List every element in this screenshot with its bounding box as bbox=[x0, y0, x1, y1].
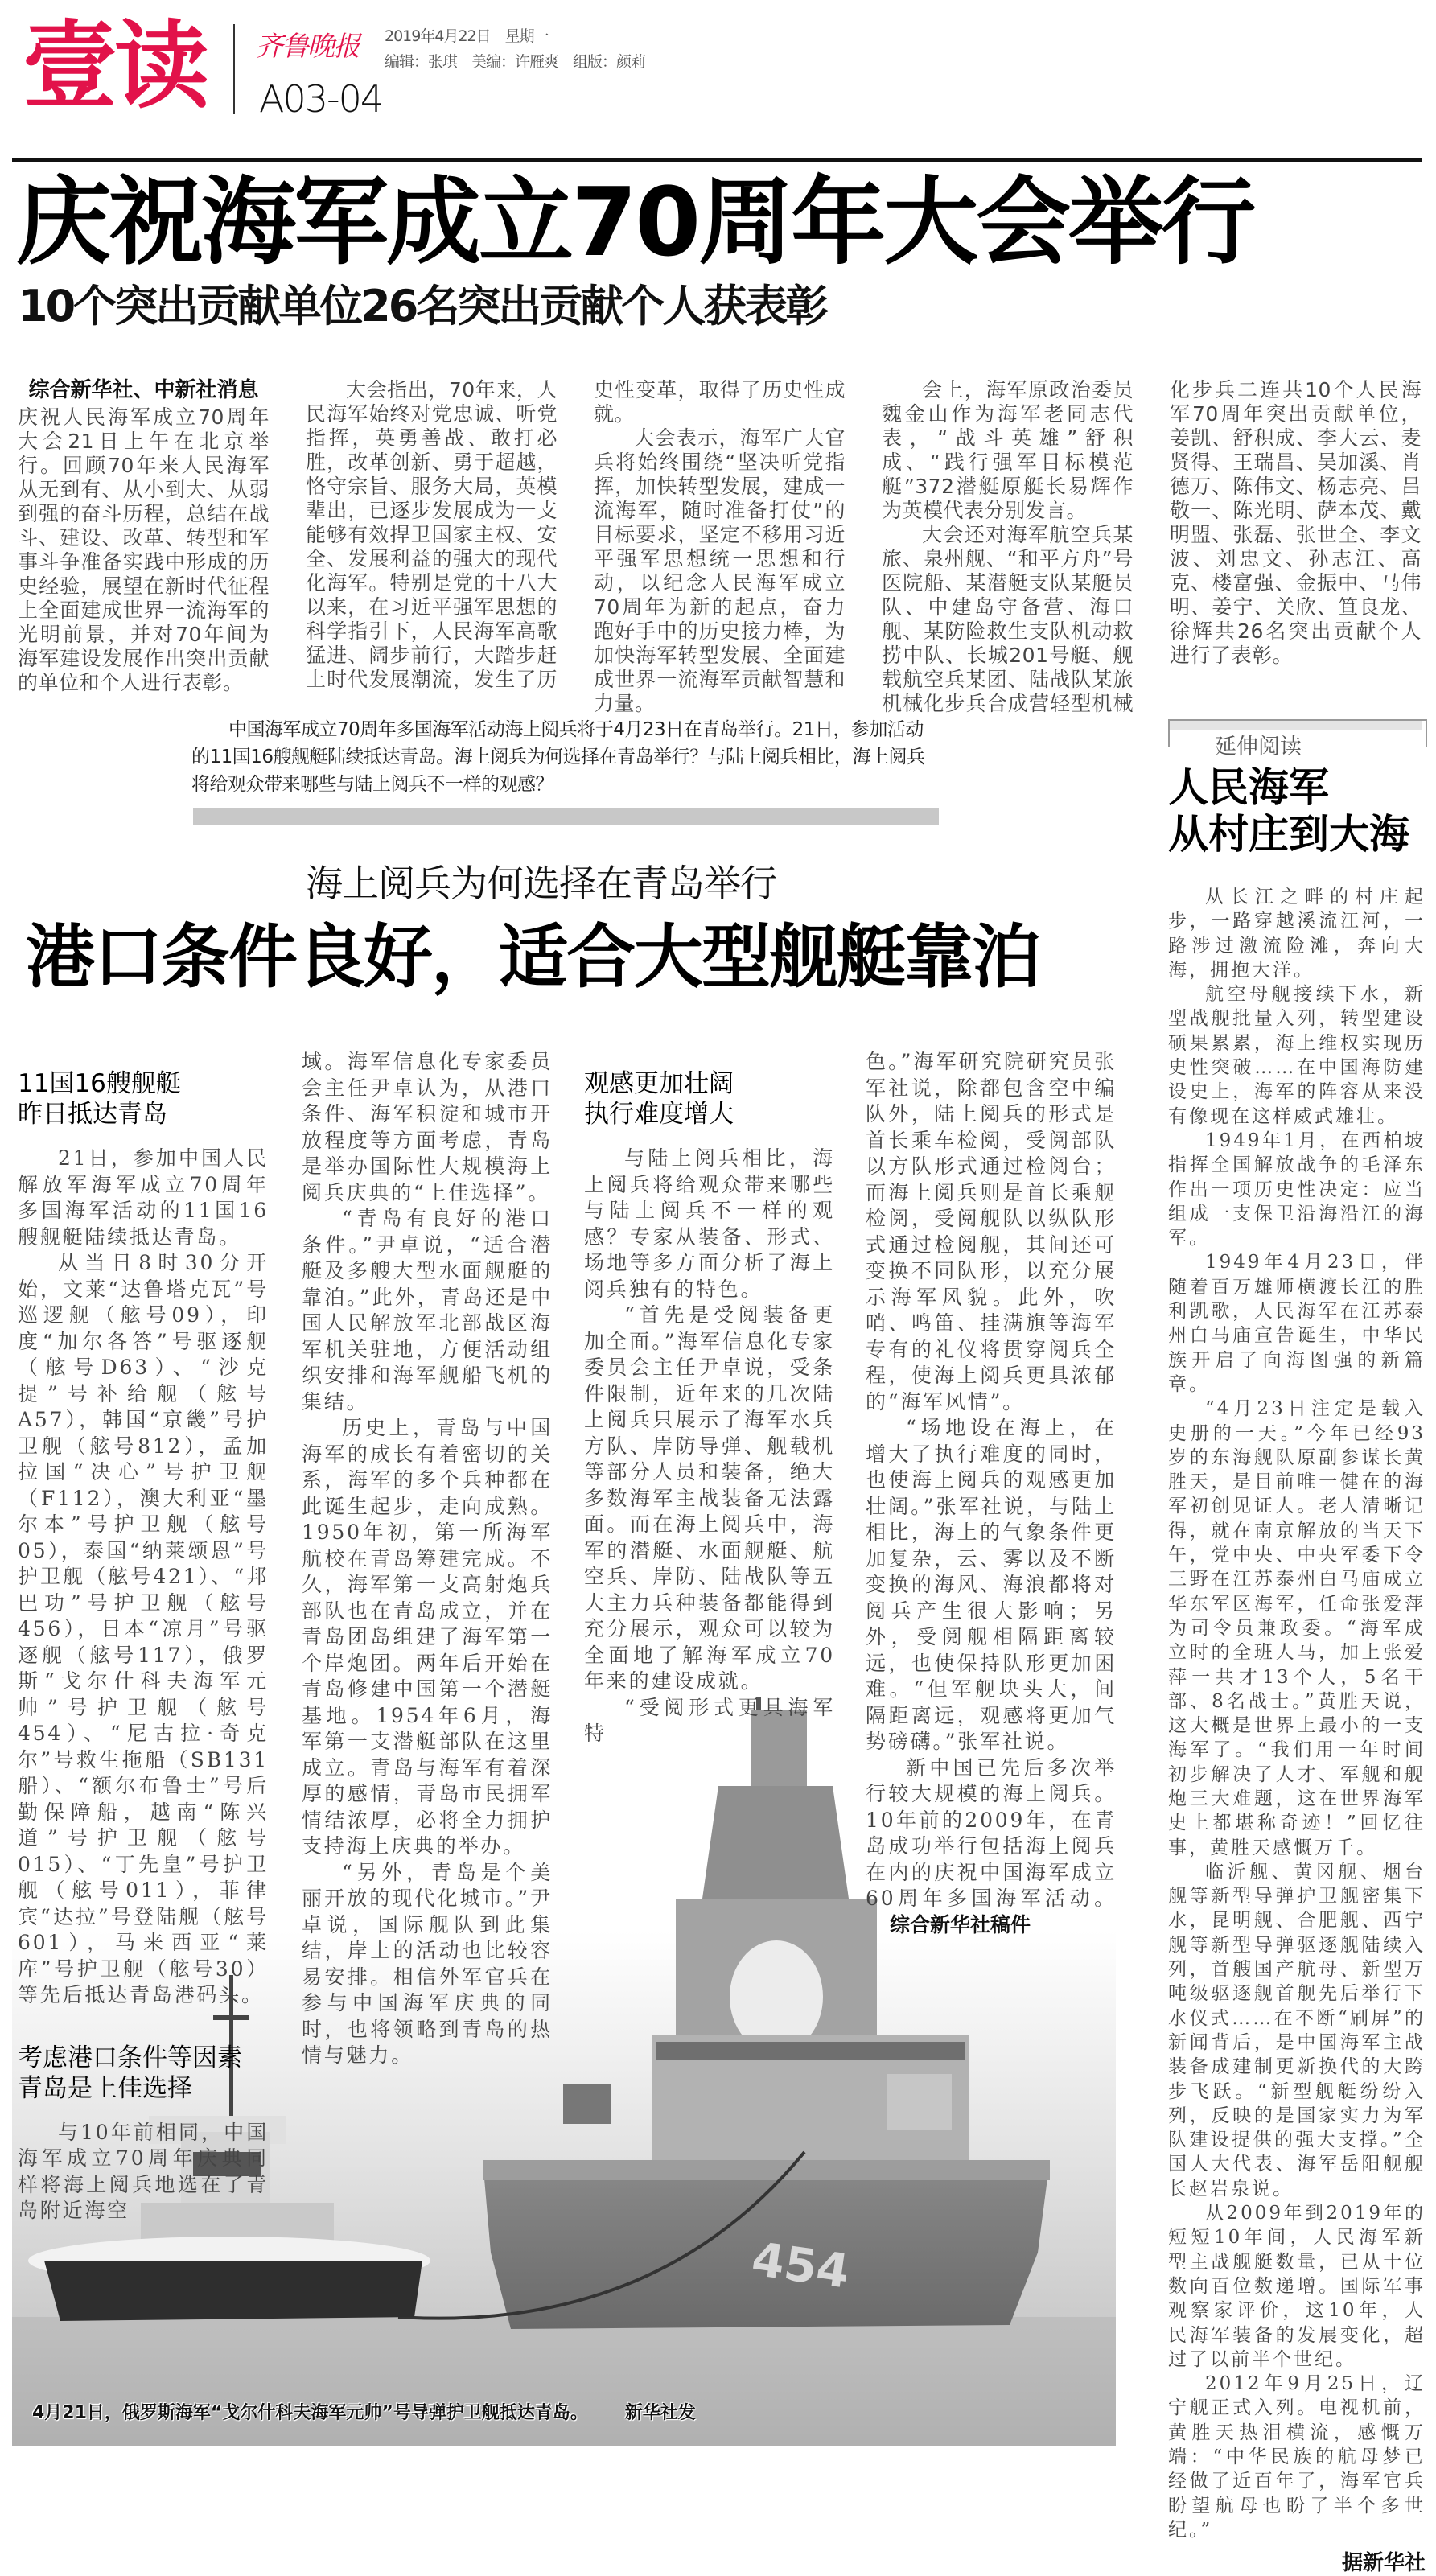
sidebar-body bbox=[1168, 885, 1426, 2576]
paragraph: 航空母舰接续下水，新型战舰批量入列，转型建设硕果累累，海上维权实现历史性突破……在中国海防建设史上，海军的阵容从来没有像现在这样威武雄壮。 bbox=[1168, 984, 1426, 1127]
issue-date bbox=[385, 24, 563, 46]
paragraph: 临沂舰、黄冈舰、烟台舰等新型导弹护卫舰密集下水，昆明舰、合肥舰、西宁舰等新型导弹驱逐舰陆续入列，首艘国产航母、新型万吨级驱逐舰首舰先后举行下水仪式……在不断“刷屏”的新闻背后，是中国海军主战装备成建制更新换代的大跨步飞跃。“新型舰艇纷纷入列，反映的是国家实力为军队建设提供的强大支撑。”全国人大代表、海军岳阳舰舰长赵岩泉说。 bbox=[1168, 1861, 1426, 2199]
section-heading bbox=[584, 1068, 835, 1130]
story-intro: 中国海军成立70周年多国海军活动海上阅兵将于4月23日在青岛举行。21日，参加活动的11国16艘舰艇陆续抵达青岛。海上阅兵为何选择在青岛举行？与陆上阅兵相比，海上阅兵将给观众带来哪些与陆上阅兵不一样的观感？ bbox=[191, 719, 925, 795]
paragraph: 1949年1月，在西柏坡指挥全国解放战争的毛泽东作出一项历史性决定：应当组成一支保卫沿海沿江的海军。 bbox=[1168, 1130, 1426, 1249]
paragraph: 从2009年到2019年的短短10年间，人民海军新型主战舰艇数量，已从十位数向百位数递增。国际军事观察家评价，这10年，人民海军装备的发展变化，超过了以前半个世纪。 bbox=[1168, 2203, 1426, 2370]
heading-line: 执行难度增大 bbox=[584, 1100, 734, 1129]
story-headline: 港口条件良好，适合大型舰艇靠泊 bbox=[26, 917, 1039, 998]
paragraph: 从长江之畔的村庄起步，一路穿越溪流江河，一路涉过激流险滩，奔向大海，拥抱大洋。 bbox=[1168, 887, 1426, 981]
page-number: A03-04 bbox=[259, 77, 383, 121]
hull-number: 454 bbox=[748, 2231, 853, 2299]
newspaper-logo: 齐鲁晚报 bbox=[256, 31, 359, 63]
dateline: 综合新华社、中新社消息 bbox=[28, 378, 259, 402]
article-column-2 bbox=[302, 1049, 553, 2069]
paragraph: 1949年4月23日，伴随着百万雄师横渡长江的胜利凯歌，人民海军在江苏泰州白马庙宣告诞生，中华民族开启了向海图强的新篇章。 bbox=[1168, 1252, 1426, 1395]
date: 2019年4月22日 bbox=[385, 27, 491, 45]
editor: 编辑：张琪 bbox=[385, 53, 458, 71]
caption-text: 4月21日，俄罗斯海军“戈尔什科夫海军元帅”号导弹护卫舰抵达青岛。 bbox=[32, 2403, 588, 2423]
heading-line: 昨日抵达青岛 bbox=[18, 1100, 167, 1129]
paragraph: “青岛有良好的港口条件。”尹卓说，“适合潜艇及多艘大型水面舰艇的靠泊。”此外，青岛还是中国人民解放军北部战区海军机关驻地，方便活动组织安排和海军舰船飞机的集结。 bbox=[302, 1207, 553, 1414]
water bbox=[12, 2317, 1116, 2446]
paragraph: 域。海军信息化专家委员会主任尹卓认为，从港口条件、海军积淀和城市开放程度等方面考虑，青岛是举办国际性大规模海上阅兵庆典的“上佳选择”。 bbox=[302, 1050, 553, 1204]
paragraph: “首先是受阅装备更加全面。”海军信息化专家委员会主任尹卓说，受条件限制，近年来的几次陆上阅兵只展示了海军水兵方队、岸防导弹、舰载机等部分人员和装备，绝大多数海军主战装备无法露面。而在海上阅兵中，海军的潜艇、水面舰艇、航空兵、岸防、陆战队等五大主力兵种装备都能得到充分展示，观众可以较为全面地了解海军成立70年来的建设成就。 bbox=[584, 1303, 835, 1693]
header-divider bbox=[233, 24, 235, 114]
byline: 综合新华社稿件 bbox=[890, 1912, 1031, 1936]
layout-editor: 组版：颜莉 bbox=[573, 53, 646, 71]
sidebar-label: 延伸阅读 bbox=[1215, 735, 1302, 759]
sidebar-title-line: 人民海军 bbox=[1168, 764, 1329, 811]
photo-caption bbox=[32, 2402, 1102, 2425]
paragraph: 历史上，青岛与中国海军的成长有着密切的关系，海军的多个兵种都在此诞生起步，走向成熟。1950年初，第一所海军航校在青岛筹建完成。不久，海军第一支高射炮兵部队也在青岛成立，并在青岛团岛组建了海军第一个岸炮团。两年后开始在青岛修建中国第一个潜艇基地。1954年6月，海军第一支潜艇部队在这里成立。青岛与海军有着深厚的感情，青岛市民拥军情结浓厚，必将全力拥护支持海上庆典的举办。 bbox=[302, 1416, 553, 1858]
section-title: 壹读 bbox=[23, 10, 207, 121]
paragraph: 与陆上阅兵相比，海上阅兵将给观众带来哪些与陆上阅兵不一样的观感？专家从装备、形式、场地等多方面分析了海上阅兵独有的特色。 bbox=[584, 1146, 835, 1301]
sidebar-byline: 据新华社 bbox=[1341, 2551, 1426, 2576]
paragraph: 大会指出，70年来，人民海军始终对党忠诚、听党指挥，英勇善战、敢打必胜，改革创新、勇于超越，恪守宗旨、服务大局，英模辈出，已逐步发展成为一支能够有效捍卫国家主权、安全、发展利益的强大的现代化海军。特别是党的十八大以来，在习近平强军思想的科学指引下，人民海军高歌猛进、阔步前行，大踏步赶上时代发展潮流，发生了历史性变革，取得了历史性成就。 bbox=[306, 378, 846, 691]
paragraph: 21日，参加中国人民解放军海军成立70周年多国海军活动的11国16艘舰艇陆续抵达青岛。 bbox=[18, 1146, 269, 1249]
paragraph: “4月23日注定是载入史册的一天。”今年已经93岁的东海舰队原副参谋长黄胜天，是目前唯一健在的海军初创见证人。老人清晰记得，就在南京解放的当天下午，党中央、中央军委下令三野在江苏泰州白马庙成立华东军区海军，任命张爱萍为司令员兼政委。“海军成立时的全班人马，加上张爱萍一共才13个人，5名干部、8名战士。”黄胜天说，这大概是世界上最小的一支海军了。“我们用一年时间初步解决了人才、军舰和舰炮三大难题，这在世界海军史上都堪称奇迹！”回忆往事，黄胜天感慨万千。 bbox=[1168, 1398, 1426, 1858]
weekday: 星期一 bbox=[504, 27, 549, 45]
paragraph bbox=[866, 1755, 1117, 1939]
art-editor: 美编：许雁爽 bbox=[471, 53, 559, 71]
header-rule bbox=[12, 158, 1422, 162]
section-heading bbox=[18, 1068, 269, 1130]
main-headline: 庆祝海军成立70周年大会举行 bbox=[16, 167, 1254, 278]
paragraph: “另外，青岛是个美丽开放的现代化城市。”尹卓说，国际舰队到此集结，岸上的活动也比较容易安排。相信外军官兵在参与中国海军庆典的同时，也将领略到青岛的热情与魅力。 bbox=[302, 1860, 553, 2067]
heading-line: 观感更加壮阔 bbox=[584, 1069, 734, 1098]
paragraph: 会上，海军原政治委员魏金山作为海军老同志代表，“战斗英雄”舒积成、“践行强军目标模范艇”372潜艇原艇长易辉作为英模代表分别发言。 bbox=[882, 378, 1134, 522]
sidebar-title bbox=[1168, 764, 1426, 858]
paragraph: 大会还对海军航空兵某旅、泉州舰、“和平方舟”号医院船、某潜艇支队某艇员队、中建岛守备营、海口舰、某防险救生支队机动救捞中队、长城201号艇、舰载航空兵某团、陆战队某旅机械化步兵合成营轻型机械化步兵二连共10个人民海军70周年突出贡献单位，姜凯、舒积成、李大云、麦贤得、王瑞昌、吴加溪、肖德万、陈伟文、杨志亮、吕敬一、陈光明、萨本茂、戴明盟、张磊、张世全、李文波、刘忠文、孙志江、高克、楼富强、金振中、马伟明、姜宁、关欣、笪良龙、徐辉共26名突出贡献个人进行了表彰。 bbox=[882, 378, 1422, 715]
article-column-3 bbox=[584, 1068, 835, 1747]
paragraph: 色。”海军研究院研究员张军社说，除都包含空中编队外，陆上阅兵的形式是首长乘车检阅，受阅部队以方队形式通过检阅台；而海上阅兵则是首长乘舰检阅，受阅舰队以纵队形式通过检阅舰，其间还可变换不同队形，以充分展示海军风貌。此外，吹哨、鸣笛、挂满旗等海军专有的礼仪将贯穿阅兵全程，使海上阅兵更具浓郁的“海军风情”。 bbox=[866, 1050, 1117, 1414]
paragraph: 庆祝人民海军成立70周年大会21日上午在北京举行。回顾70年来人民海军从无到有、从小到大、从弱到强的奋斗历程，总结在战斗、建设、改革、转型和军事斗争准备实践中形成的历史经验，展望在新时代征程上全面建成世界一流海军的光明前景，并对70年间为海军建设发展作出突出贡献的单位和个人进行表彰。 bbox=[18, 405, 270, 694]
decorative-bar bbox=[193, 808, 939, 825]
paragraph: 2012年9月25日，辽宁舰正式入列。电视机前，黄胜天热泪横流，感慨万端：“中华民族的航母梦已经做了近百年了，海军官兵盼望航母也盼了半个多世纪。” bbox=[1168, 2373, 1426, 2541]
article-column-1 bbox=[18, 1068, 269, 2224]
editor-credits bbox=[385, 50, 660, 72]
paragraph: 与10年前相同，中国海军成立70周年庆典同样将海上阅兵地选在了青岛附近海空 bbox=[18, 2120, 269, 2222]
story-kicker: 海上阅兵为何选择在青岛举行 bbox=[306, 862, 776, 905]
paragraph-text: 新中国已先后多次举行较大规模的海上阅兵。10年前的2009年，在青岛成功举行包括海上阅兵在内的庆祝中国海军成立60周年多国海军活动。 bbox=[866, 1755, 1117, 1910]
paragraph: 大会表示，海军广大官兵将始终围绕“坚决听党指挥，加快转型发展，建成一流海军，随时准备打仗”的目标要求，坚定不移用习近平强军思想统一思想和行动，以纪念人民海军成立70周年为新的起点，奋力跑好手中的历史接力棒，为加快海军转型发展、全面建成世界一流海军贡献智慧和力量。 bbox=[594, 426, 846, 715]
main-subheadline: 10个突出贡献单位26名突出贡献个人获表彰 bbox=[18, 281, 827, 331]
heading-line: 青岛是上佳选择 bbox=[18, 2073, 192, 2103]
heading-line: 11国16艘舰艇 bbox=[18, 1069, 181, 1098]
photo-credit: 新华社发 bbox=[624, 2403, 696, 2423]
section-heading bbox=[18, 2043, 269, 2104]
paragraph: “场地设在海上，在增大了执行难度的同时，也使海上阅兵的观感更加壮阔。”张军社说，与陆上相比，海上的气象条件更加复杂，云、雾以及不断变换的海风、海浪都将对阅兵产生很大影响；另外，受阅舰相隔距离较远，也使保持队形更加困难。“但军舰块头大，间隔距离远，观感将更加气势磅礴。”张军社说。 bbox=[866, 1416, 1117, 1753]
sidebar-title-line: 从村庄到大海 bbox=[1168, 811, 1409, 858]
article-column-4 bbox=[866, 1049, 1117, 1938]
top-story-body bbox=[18, 378, 1422, 716]
paragraph: “受阅形式更具海军特 bbox=[584, 1695, 835, 1745]
heading-line: 考虑港口条件等因素 bbox=[18, 2043, 242, 2072]
paragraph: 从当日8时30分开始，文莱“达鲁塔克瓦”号巡逻舰（舷号09），印度“加尔各答”号驱逐舰（舷号D63）、“沙克提”号补给舰（舷号A57），韩国“京畿”号护卫舰（舷号812），孟加拉国“决心”号护卫舰（F112），澳大利亚“墨尔本”号护卫舰（舷号05），泰国“纳莱颂恩”号护卫舰（舷号421）、“邦巴功”号护卫舰（舷号456），日本“凉月”号驱逐舰（舷号117），俄罗斯“戈尔什科夫海军元帅”号护卫舰（舷号454）、“尼古拉·奇克尔”号救生拖船（SB131船）、“额尔布鲁士”号后勤保障船，越南“陈兴道”号护卫舰（舷号015）、“丁先皇”号护卫舰（舷号011），菲律宾“达拉”号登陆舰（舷号601），马来西亚“莱库”号护卫舰（舷号30）等先后抵达青岛港码头。 bbox=[18, 1251, 269, 2006]
